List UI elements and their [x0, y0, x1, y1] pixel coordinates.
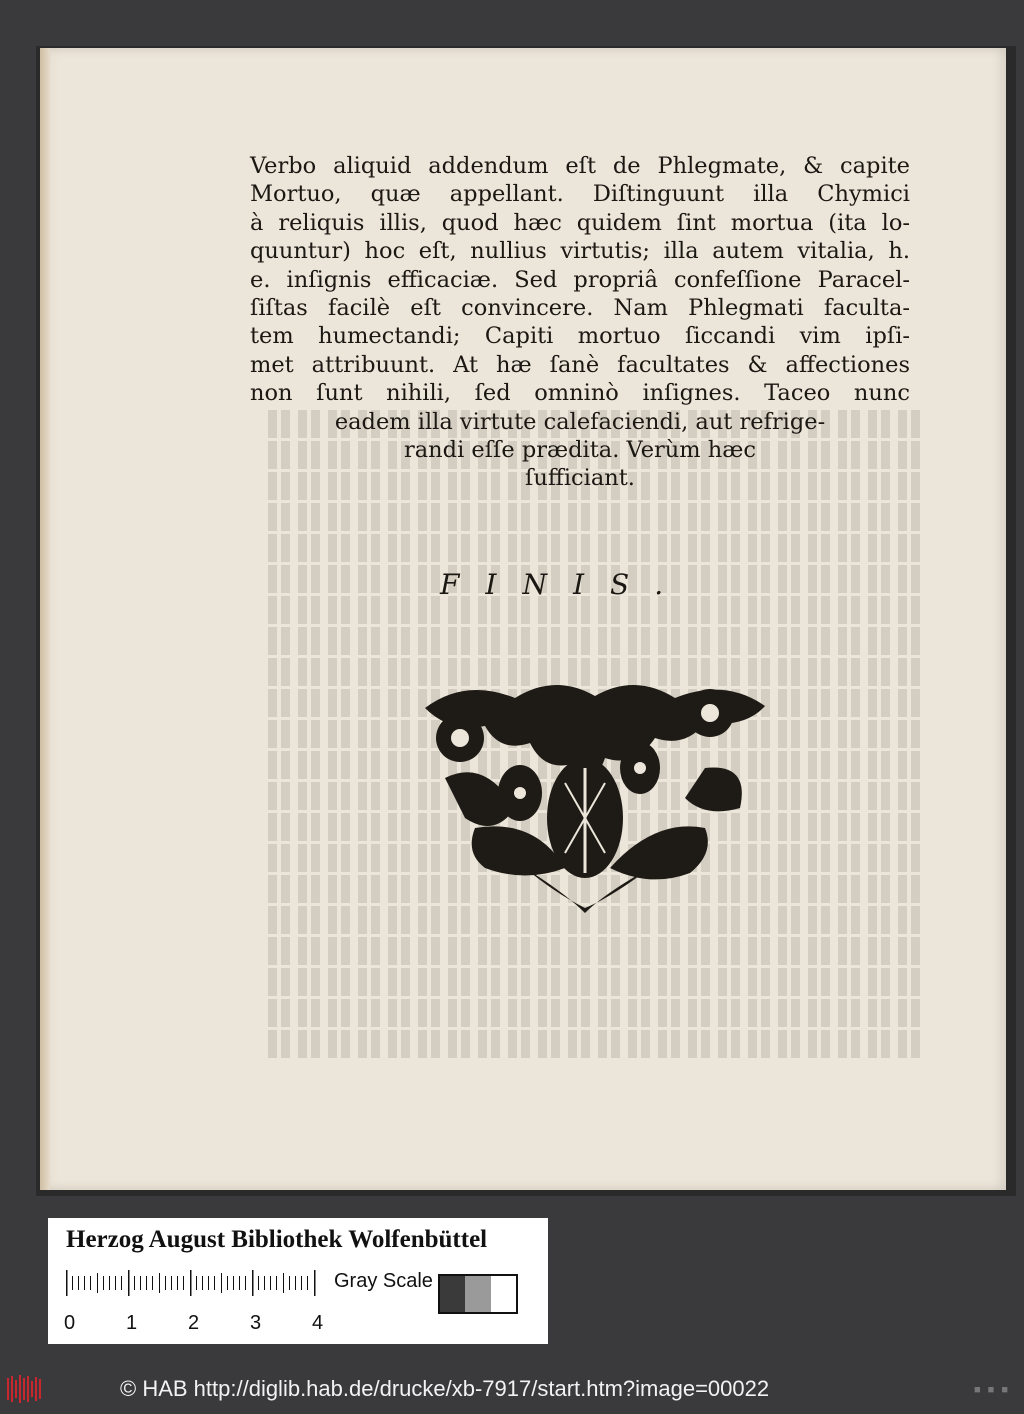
text-line: e. inſignis efficaciæ. Sed propriâ confeſſione Paracel-: [250, 266, 910, 293]
library-name: Herzog August Bibliothek Wolfenbüttel: [66, 1226, 488, 1253]
text-line: ſiſtas facilè eſt convincere. Nam Phlegmati faculta-: [250, 295, 910, 322]
ruler-scale: [66, 1268, 326, 1298]
footer-dots: ■ ■ ■: [973, 1384, 1010, 1396]
floral-woodcut-ornament: [405, 668, 780, 918]
swatch-light: [491, 1276, 516, 1312]
swatch-dark: [440, 1276, 465, 1312]
ruler-digit: 0: [64, 1312, 76, 1334]
ruler-digit: 4: [312, 1312, 324, 1334]
footer-bar: [0, 1366, 1024, 1414]
text-line: Mortuo, quæ appellant. Diſtinguunt illa Chymici: [250, 181, 910, 208]
ruler-digit: 3: [250, 1312, 262, 1334]
ruler-digit: 1: [126, 1312, 138, 1334]
hab-logo-icon: [6, 1374, 44, 1404]
gray-swatches: [438, 1274, 518, 1314]
swatch-mid: [465, 1276, 490, 1312]
text-line: quuntur) hoc eſt, nullius virtutis; illa autem vitalia, h.: [250, 238, 910, 265]
ruler-digit: 2: [188, 1312, 200, 1334]
text-line-centered: randi eſſe prædita. Verùm hæc: [404, 437, 756, 464]
text-line: met attribuunt. At hæ ſanè facultates & affectiones: [250, 351, 910, 378]
gray-scale-card: [48, 1218, 548, 1344]
text-line: à reliquis illis, quod hæc quidem ſint mortua (ita lo-: [250, 209, 910, 236]
main-text-block: [250, 152, 910, 493]
text-line: Verbo aliquid addendum eſt de Phlegmate, & capite: [250, 153, 910, 179]
finis-heading: FINIS.: [440, 568, 690, 601]
page-gutter-edge: [40, 48, 50, 1190]
text-line: non ſunt nihili, ſed omninò inſignes. Taceo nunc: [250, 380, 910, 407]
text-line: tem humectandi; Capiti mortuo ſiccandi vim ipſi-: [250, 323, 910, 350]
text-line-centered: eadem illa virtute calefaciendi, aut refrige-: [334, 408, 826, 435]
ruler-digits: [60, 1312, 340, 1338]
text-line-centered: ſufficiant.: [525, 465, 635, 492]
gray-scale-label: Gray Scale: [334, 1270, 433, 1292]
copyright-url-text: © HAB http://diglib.hab.de/drucke/xb-7917/start.htm?image=00022: [120, 1376, 770, 1401]
